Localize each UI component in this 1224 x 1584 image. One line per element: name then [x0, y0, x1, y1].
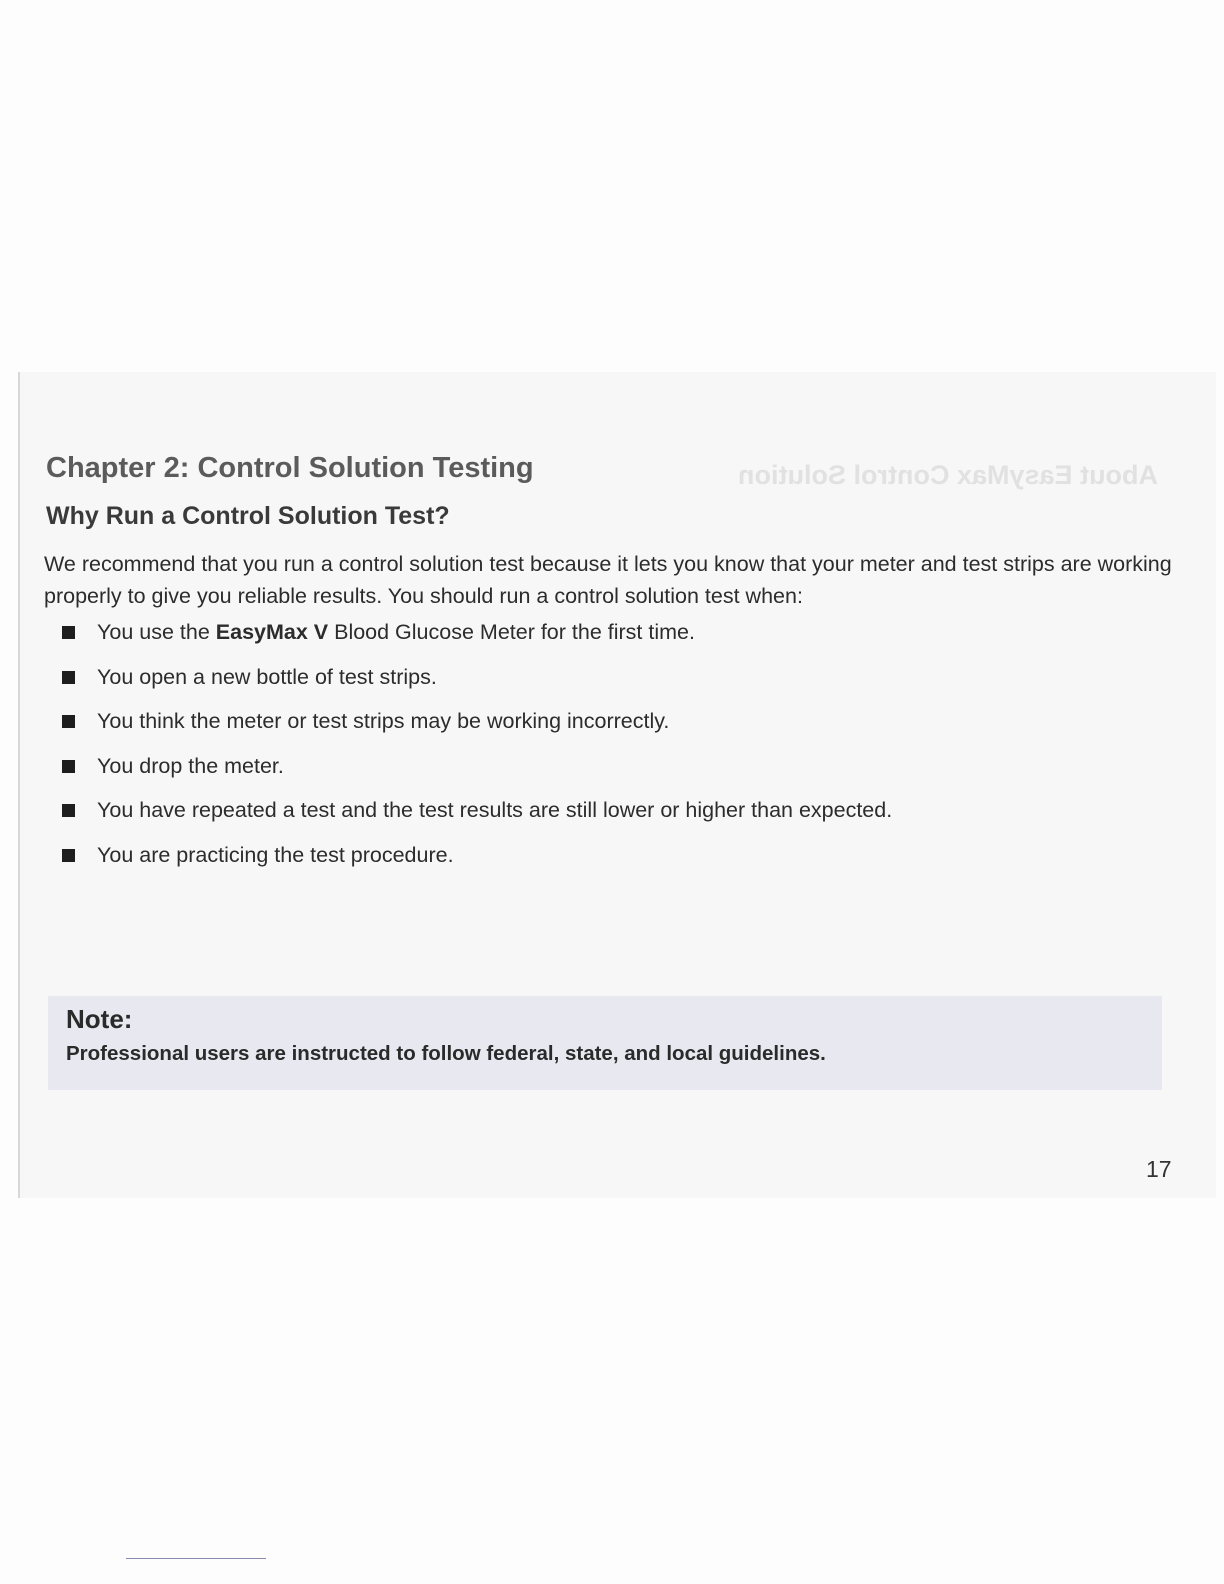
note-text: Professional users are instructed to follow federal, state, and local guidelines. [66, 1042, 826, 1065]
note-box [48, 996, 1162, 1090]
square-bullet-icon [62, 671, 75, 684]
list-item [62, 754, 892, 799]
square-bullet-icon [62, 715, 75, 728]
square-bullet-icon [62, 760, 75, 773]
list-item-text: You are practicing the test procedure. [97, 842, 454, 867]
list-item-text: You open a new bottle of test strips. [97, 664, 437, 689]
bullet-list [62, 620, 892, 888]
list-item [62, 709, 892, 754]
list-item [62, 798, 892, 843]
section-title: Why Run a Control Solution Test? [46, 502, 450, 530]
list-item [62, 620, 892, 665]
page-number: 17 [1146, 1156, 1172, 1182]
note-heading: Note: [66, 1004, 133, 1034]
intro-paragraph: We recommend that you run a control solution test because it lets you know that your meter and test strips are working properly to give you reliable results. You should run a control solution test when: [44, 552, 1172, 608]
list-item-text: You think the meter or test strips may be working incorrectly. [97, 709, 670, 734]
bleed-through-title: About EasyMax Control Solution [738, 460, 1159, 490]
footer-rule [126, 1558, 266, 1559]
list-item-text: You use the EasyMax V Blood Glucose Meter for the first time. [97, 620, 695, 644]
list-item [62, 843, 892, 888]
square-bullet-icon [62, 849, 75, 862]
square-bullet-icon [62, 626, 75, 639]
product-name: EasyMax V [215, 620, 329, 644]
chapter-title: Chapter 2: Control Solution Testing [46, 452, 534, 484]
list-item-text: You have repeated a test and the test results are still lower or higher than expected. [97, 798, 893, 823]
list-item [62, 665, 892, 710]
list-item-text: You drop the meter. [97, 753, 284, 778]
square-bullet-icon [62, 804, 75, 817]
